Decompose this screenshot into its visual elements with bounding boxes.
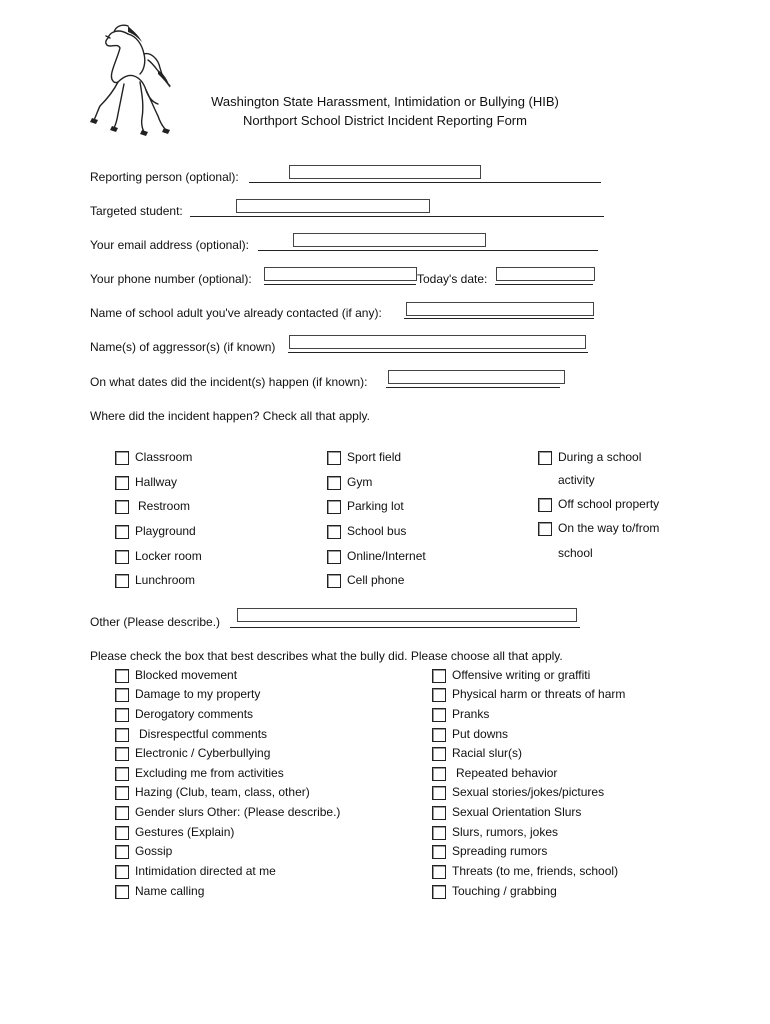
reporting-person-field[interactable] (289, 165, 481, 179)
checkbox[interactable] (115, 574, 129, 588)
targeted-student-label: Targeted student: (90, 204, 183, 218)
checkbox[interactable] (327, 500, 341, 514)
checkbox[interactable] (115, 525, 129, 539)
checkbox[interactable] (432, 669, 446, 683)
checkbox[interactable] (115, 826, 129, 840)
other-label: Other (Please describe.) (90, 615, 221, 629)
checkbox[interactable] (115, 500, 129, 514)
checkbox[interactable] (115, 786, 129, 800)
adult-contacted-line (404, 318, 594, 319)
reporting-person-label: Reporting person (optional): (90, 170, 239, 184)
form-title-line2: Northport School District Incident Reporting Form (243, 113, 527, 128)
other-field[interactable] (237, 608, 577, 622)
checkbox[interactable] (432, 806, 446, 820)
location-on-the-way-cont: school (558, 546, 593, 560)
phone-label: Your phone number (optional): (90, 272, 252, 286)
checkbox[interactable] (432, 708, 446, 722)
adult-contacted-field[interactable] (406, 302, 594, 316)
aggressors-field[interactable] (289, 335, 586, 349)
checkbox[interactable] (432, 845, 446, 859)
todays-date-line (495, 284, 593, 285)
checkbox[interactable] (538, 522, 552, 536)
todays-date-label: Today's date: (417, 272, 488, 286)
dates-field[interactable] (388, 370, 565, 384)
checkbox[interactable] (432, 728, 446, 742)
dates-label: On what dates did the incident(s) happen (if known): (90, 375, 368, 389)
behaviors-prompt: Please check the box that best describes what the bully did. Please choose all that apply. (90, 649, 563, 663)
reporting-person-line (249, 182, 601, 183)
form-title-line1: Washington State Harassment, Intimidation or Bullying (HIB) (211, 94, 559, 109)
aggressors-label: Name(s) of aggressor(s) (if known) (90, 340, 276, 354)
aggressors-line (288, 352, 588, 353)
dates-line (386, 387, 560, 388)
email-line (258, 250, 598, 251)
checkbox[interactable] (115, 747, 129, 761)
todays-date-field[interactable] (496, 267, 595, 281)
checkbox[interactable] (432, 786, 446, 800)
checkbox[interactable] (432, 865, 446, 879)
checkbox[interactable] (115, 669, 129, 683)
location-during-school-activity-cont: activity (558, 473, 595, 487)
checkbox[interactable] (327, 550, 341, 564)
checkbox[interactable] (327, 525, 341, 539)
checkbox[interactable] (115, 476, 129, 490)
targeted-student-line (190, 216, 604, 217)
checkbox[interactable] (432, 767, 446, 781)
other-line (230, 627, 580, 628)
targeted-student-field[interactable] (236, 199, 430, 213)
email-field[interactable] (293, 233, 486, 247)
checkbox[interactable] (327, 451, 341, 465)
checkbox[interactable] (115, 806, 129, 820)
checkbox[interactable] (115, 728, 129, 742)
checkbox[interactable] (115, 767, 129, 781)
phone-line (264, 284, 416, 285)
checkbox[interactable] (115, 451, 129, 465)
locations-prompt: Where did the incident happen? Check all that apply. (90, 409, 370, 423)
checkbox[interactable] (115, 688, 129, 702)
checkbox[interactable] (538, 498, 552, 512)
checkbox[interactable] (538, 451, 552, 465)
phone-field[interactable] (264, 267, 417, 281)
checkbox[interactable] (115, 845, 129, 859)
checkbox[interactable] (115, 865, 129, 879)
checkbox[interactable] (327, 574, 341, 588)
checkbox[interactable] (432, 747, 446, 761)
checkbox[interactable] (432, 885, 446, 899)
checkbox[interactable] (115, 550, 129, 564)
checkbox[interactable] (432, 826, 446, 840)
adult-contacted-label: Name of school adult you've already contacted (if any): (90, 306, 382, 320)
checkbox[interactable] (327, 476, 341, 490)
checkbox[interactable] (115, 708, 129, 722)
checkbox[interactable] (432, 688, 446, 702)
checkbox[interactable] (115, 885, 129, 899)
email-label: Your email address (optional): (90, 238, 249, 252)
